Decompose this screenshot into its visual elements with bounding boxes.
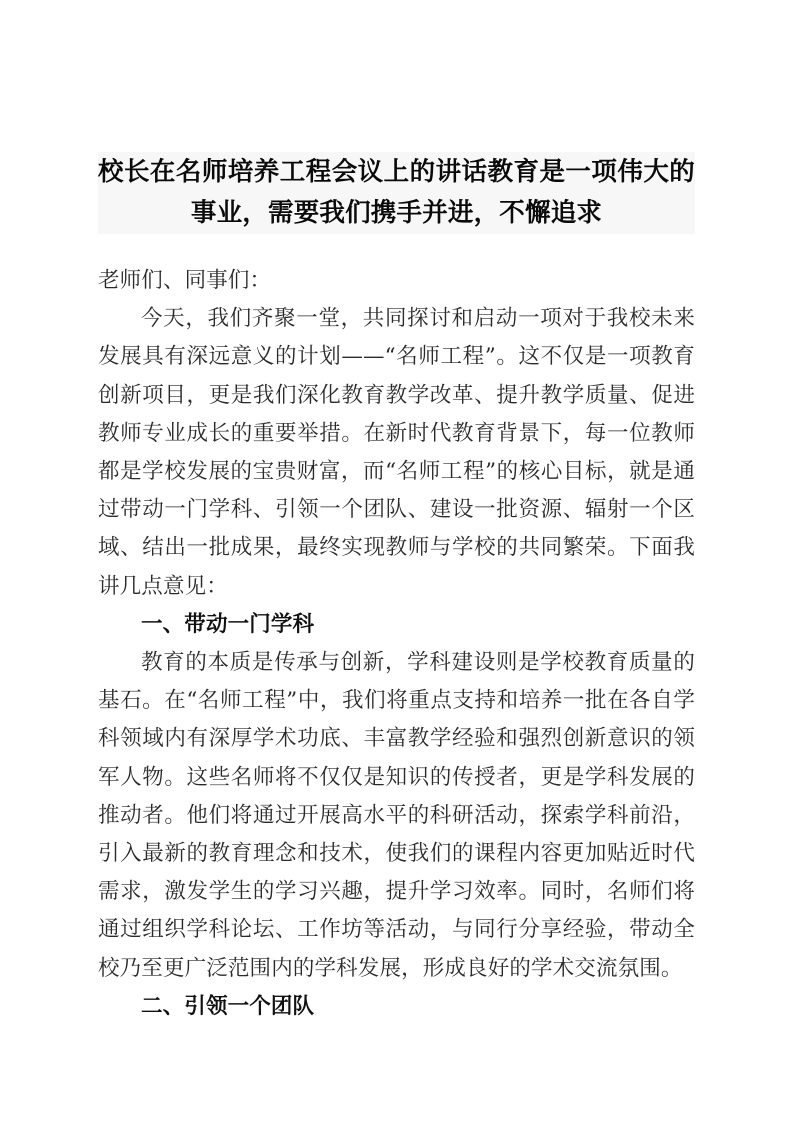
section-heading-two: 二、引领一个团队	[141, 993, 315, 1019]
title-body-spacer	[98, 234, 695, 262]
section-heading-one: 一、带动一门学科	[141, 611, 315, 637]
page-title: 校长在名师培养工程会议上的讲话教育是一项伟大的事业，需要我们携手并进，不懈追求	[98, 152, 695, 234]
paragraph-intro: 今天，我们齐聚一堂，共同探讨和启动一项对于我校未来发展具有深远意义的计划——“名师工程”。这不仅是一项教育创新项目，更是我们深化教育教学改革、提升教学质量、促进教师专业成长的重要举措。在新时代教育背景下，每一位教师都是学校发展的宝贵财富，而“名师工程”的核心目标，就是通过带动一门学科、引领一个团队、建设一批资源、辐射一个区域、结出一批成果，最终实现教师与学校的共同繁荣。下面我讲几点意见：	[98, 306, 695, 599]
paragraph-section-one-body: 教育的本质是传承与创新，学科建设则是学校教育质量的基石。在“名师工程”中，我们将重点支持和培养一批在各自学科领域内有深厚学术功底、丰富教学经验和强烈创新意识的领军人物。这些名师将不仅仅是知识的传授者，更是学科发展的推动者。他们将通过开展高水平的科研活动，探索学科前沿，引入最新的教育理念和技术，使我们的课程内容更加贴近时代需求，激发学生的学习兴趣，提升学习效率。同时，名师们将通过组织学科论坛、工作坊等活动，与同行分享经验，带动全校乃至更广泛范围内的学科发展，形成良好的学术交流氛围。	[98, 650, 695, 981]
salutation: 老师们、同事们：	[98, 268, 272, 293]
document-body	[98, 262, 695, 1026]
